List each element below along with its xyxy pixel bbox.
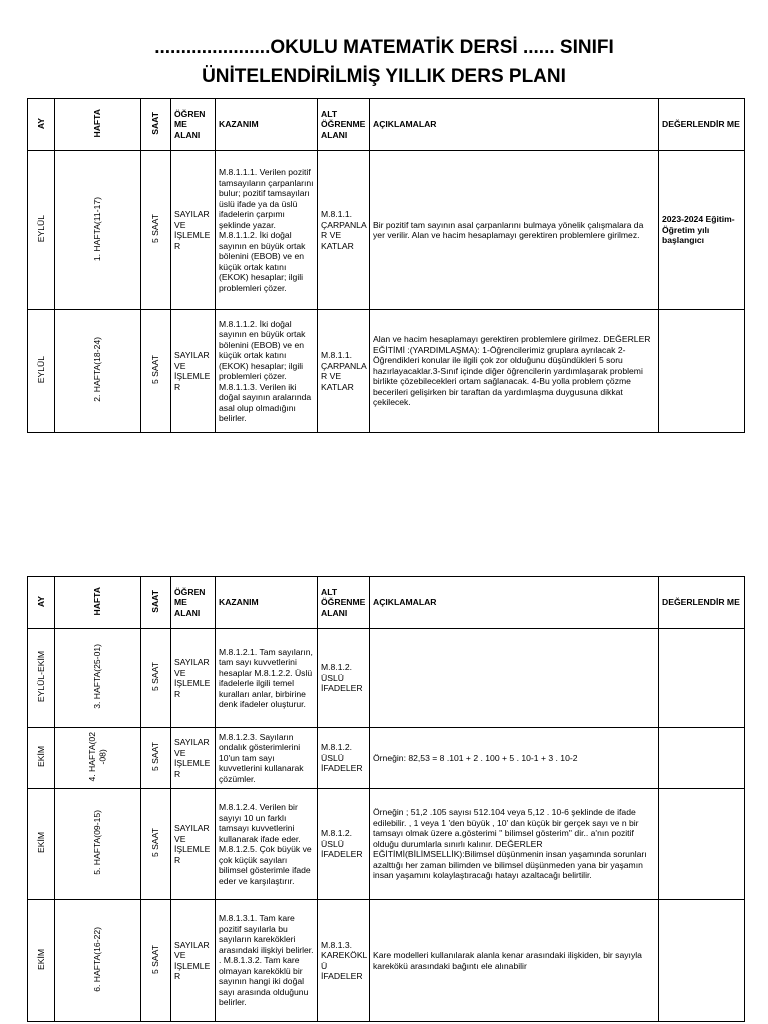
cell-alan: SAYILAR VE İŞLEMLE R [171, 629, 216, 728]
cell-kazanim: M.8.1.2.4. Verilen bir sayıyı 10 un farklı tamsayı kuvvetlerini kullanarak ifade eder. M.8.1.2.5. Çok büyük ve çok küçük sayıları bilimsel gösterimle ifade eder ve karşılaştırır. [216, 789, 318, 900]
cell-ay: EYLÜL [28, 151, 55, 310]
table-row [28, 900, 745, 1022]
cell-alt: M.8.1.2. ÜSLÜ İFADELER [318, 728, 370, 789]
cell-alan: SAYILAR VE İŞLEMLE R [171, 151, 216, 310]
cell-alan: SAYILAR VE İŞLEMLE R [171, 789, 216, 900]
header-row [28, 577, 745, 629]
header-alt-ogrenme-alani: ALT ÖĞRENME ALANI [318, 577, 370, 629]
page-title-line-2: ÜNİTELENDİRİLMİŞ YILLIK DERS PLANI [202, 66, 566, 87]
cell-saat: 5 SAAT [141, 900, 171, 1022]
cell-alt: M.8.1.1. ÇARPANLA R VE KATLAR [318, 310, 370, 433]
header-saat: SAAT [141, 99, 171, 151]
cell-saat: 5 SAAT [141, 629, 171, 728]
cell-aciklama: Kare modelleri kullanılarak alanla kenar arasındaki ilişkiden, bir sayıyla karekökü arasındaki bağıntı ele alınabilir [370, 900, 659, 1022]
cell-alt: M.8.1.2. ÜSLÜ İFADELER [318, 629, 370, 728]
cell-saat: 5 SAAT [141, 310, 171, 433]
table-row [28, 151, 745, 310]
cell-saat: 5 SAAT [141, 789, 171, 900]
cell-degerlendirme [659, 789, 745, 900]
cell-aciklama [370, 629, 659, 728]
cell-aciklama: Örneğin ; 51,2 .105 sayısı 512.104 veya 5,12 . 10-6 şeklinde de ifade edilebilir. , 1 veya 1 'den büyük , 10' dan küçük bir gerçek sayı ve n bir tamsayı olmak üzere a.gösterimi '' bilimsel gösterim'' dir.. a'nın pozitif olduğu durumlarla sınırlı kalınır. DEĞERLER EĞİTİMİ(BİLİMSELLİK):Bilimsel düşünmenin insan yaşamında sorunları azalttığı her zaman bilimden ve bilimsel düşünmeden yana bir yaşamın insan yaşamını kolaylaştıracağı hatayı azaltacağı belirtilir. [370, 789, 659, 900]
cell-hafta: 2. HAFTA(18-24) [55, 310, 141, 433]
cell-alt: M.8.1.3. KAREKÖKL Ü İFADELER [318, 900, 370, 1022]
table-row [28, 310, 745, 433]
cell-aciklama: Örneğin: 82,53 = 8 .101 + 2 . 100 + 5 . 10-1 + 3 . 10-2 [370, 728, 659, 789]
cell-saat: 5 SAAT [141, 728, 171, 789]
cell-degerlendirme [659, 728, 745, 789]
header-aciklamalar: AÇIKLAMALAR [370, 577, 659, 629]
header-ay: AY [28, 99, 55, 151]
cell-alan: SAYILAR VE İŞLEMLE R [171, 728, 216, 789]
header-hafta: HAFTA [55, 99, 141, 151]
cell-ay: EKİM [28, 789, 55, 900]
cell-alan: SAYILAR VE İŞLEMLE R [171, 310, 216, 433]
cell-ay: EYLÜL-EKİM [28, 629, 55, 728]
cell-alt: M.8.1.2. ÜSLÜ İFADELER [318, 789, 370, 900]
header-saat: SAAT [141, 577, 171, 629]
header-ay: AY [28, 577, 55, 629]
header-alt-ogrenme-alani: ALT ÖĞRENME ALANI [318, 99, 370, 151]
cell-ay: EKİM [28, 900, 55, 1022]
plan-table-1 [27, 98, 745, 433]
header-kazanim: KAZANIM [216, 577, 318, 629]
cell-kazanim: M.8.1.2.3. Sayıların ondalık gösterimlerini 10'un tam sayı kuvvetlerini kullanarak çözümler. [216, 728, 318, 789]
cell-hafta: 3. HAFTA(25-01) [55, 629, 141, 728]
plan-table-2 [27, 576, 745, 1022]
cell-alan: SAYILAR VE İŞLEMLE R [171, 900, 216, 1022]
cell-aciklama: Bir pozitif tam sayının asal çarpanlarını bulmaya yönelik çalışmalara da yer verilir. Alan ve hacim hesaplamayı gerektiren problemlere girilmez. [370, 151, 659, 310]
cell-kazanim: M.8.1.2.1. Tam sayıların, tam sayı kuvvetlerini hesaplar M.8.1.2.2. Üslü ifadelerle ilgili temel kuralları anlar, birbirine denk ifadeler oluşturur. [216, 629, 318, 728]
cell-degerlendirme [659, 629, 745, 728]
cell-saat: 5 SAAT [141, 151, 171, 310]
cell-degerlendirme [659, 310, 745, 433]
cell-hafta: 1. HAFTA(11-17) [55, 151, 141, 310]
cell-kazanim: M.8.1.3.1. Tam kare pozitif sayılarla bu sayıların karekökleri arasındaki ilişkiyi belirler. . M.8.1.3.2. Tam kare olmayan kareköklü bir sayının hangi iki doğal sayı arasında olduğunu belirler. [216, 900, 318, 1022]
page-title-line-1: ......................OKULU MATEMATİK DERSİ ...... SINIFI [154, 37, 614, 58]
header-aciklamalar: AÇIKLAMALAR [370, 99, 659, 151]
cell-kazanim: M.8.1.1.1. Verilen pozitif tamsayıların çarpanlarını bulur; pozitif tamsayıları üslü ifade ya da üslü ifadelerin çarpımı şeklinde yazar. M.8.1.1.2. İki doğal sayının en büyük ortak bölenini (EBOB) ve en küçük ortak katını (EKOK) hesaplar; ilgili problemleri çözer. [216, 151, 318, 310]
cell-hafta: 4. HAFTA(02 -08) [55, 728, 141, 789]
table-row [28, 629, 745, 728]
table-row [28, 728, 745, 789]
cell-aciklama: Alan ve hacim hesaplamayı gerektiren problemlere girilmez. DEĞERLER EĞİTİMİ :(YARDIMLAŞMA): 1-Öğrencilerimiz gruplara ayrılacak 2- Öğrendikleri konular ile ilgili çok zor olduğunu düşündükleri 5 soru hazırlayacaklar.3-Sınıf içinde diğer öğrencilerin yardımlaşarak problemi birlikte çözebilecekleri ortam sağlanacak. 4-Bu yolla problem çözme becerileri gelişirken bir taraftan da yardımlaşma duygusuna dikkat çekilecek. [370, 310, 659, 433]
header-ogrenme-alani: ÖĞREN ME ALANI [171, 577, 216, 629]
header-kazanim: KAZANIM [216, 99, 318, 151]
cell-ay: EKİM [28, 728, 55, 789]
cell-hafta: 6. HAFTA(16-22) [55, 900, 141, 1022]
header-row [28, 99, 745, 151]
cell-ay: EYLÜL [28, 310, 55, 433]
header-degerlendirme: DEĞERLENDİR ME [659, 99, 745, 151]
cell-degerlendirme: 2023-2024 Eğitim-Öğretim yılı başlangıcı [659, 151, 745, 310]
header-degerlendirme: DEĞERLENDİR ME [659, 577, 745, 629]
cell-hafta: 5. HAFTA(09-15) [55, 789, 141, 900]
cell-degerlendirme [659, 900, 745, 1022]
cell-kazanim: M.8.1.1.2. İki doğal sayının en büyük ortak bölenini (EBOB) ve en küçük ortak katını (EKOK) hesaplar; ilgili problemleri çözer. M.8.1.1.3. Verilen iki doğal sayının aralarında asal olup olmadığını belirler. [216, 310, 318, 433]
header-ogrenme-alani: ÖĞREN ME ALANI [171, 99, 216, 151]
header-hafta: HAFTA [55, 577, 141, 629]
table-row [28, 789, 745, 900]
cell-alt: M.8.1.1. ÇARPANLA R VE KATLAR [318, 151, 370, 310]
